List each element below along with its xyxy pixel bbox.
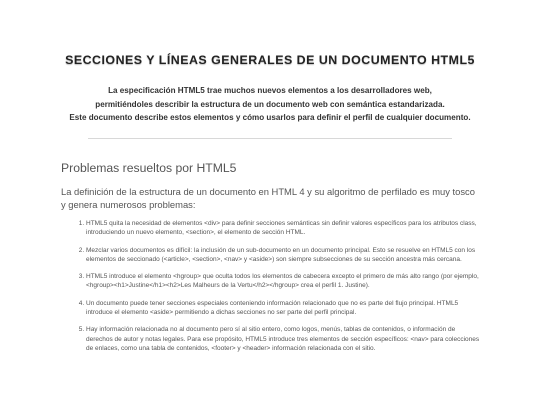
intro-line: Este documento describe estos elementos y cómo usarlos para definir el perfil de cualquier documento. [69, 113, 471, 123]
section-divider [88, 138, 452, 139]
list-item: 2. Mezclar varios documentos es difícil: la inclusión de un sub-documento en un documento principal. Esto se resuelve en HTML5 con los elementos de seccionado (<article>, <section>, <nav> y <aside>) son siempre subsecciones de su sección ancestra más cercana. [86, 246, 481, 265]
page-title: SECCIONES Y LÍNEAS GENERALES DE UN DOCUMENTO HTML5 [65, 53, 475, 67]
list-item: 3. HTML5 introduce el elemento <hgroup> que oculta todos los elementos de cabecera excepto el primero de más alto rango (por ejemplo, <hgroup><h1>Justine</h1><h2>Les Malheurs de la Vertu</h2></hgroup> crea el perfil 1. Justine). [86, 272, 481, 291]
list-item: 5. Hay información relacionada no al documento pero sí al sitio entero, como logos, menús, tablas de contenidos, o información de derechos de autor y notas legales. Para ese propósito, HTML5 introduce tres elementos de sección específicos: <nav> para colecciones de enlaces, como una tabla de contenidos, <footer> y <header> información relacionada con el sitio. [86, 325, 481, 353]
problems-list [61, 219, 481, 361]
intro-line: La especificación HTML5 trae muchos nuevos elementos a los desarrolladores web, [108, 86, 432, 95]
section-lead: La definición de la estructura de un documento en HTML 4 y su algoritmo de perfilado es muy tosco y genera numerosos problemas: [61, 186, 475, 210]
section-heading: Problemas resueltos por HTML5 [61, 161, 237, 175]
list-item: 1. HTML5 quita la necesidad de elementos <div> para definir secciones semánticas sin definir valores específicos para los atributos class, introduciendo un nuevo elemento, <section>, el elemento de sección HTML. [86, 219, 481, 238]
intro-line: permitiéndoles describir la estructura de un documento web con semántica estandarizada. [95, 99, 445, 109]
intro-paragraph [0, 84, 540, 125]
list-item: 4. Un documento puede tener secciones especiales conteniendo información relacionado que no es parte del flujo principal. HTML5 introduce el elemento <aside> permitiendo a dichas secciones no ser parte del perfil principal. [86, 299, 481, 318]
